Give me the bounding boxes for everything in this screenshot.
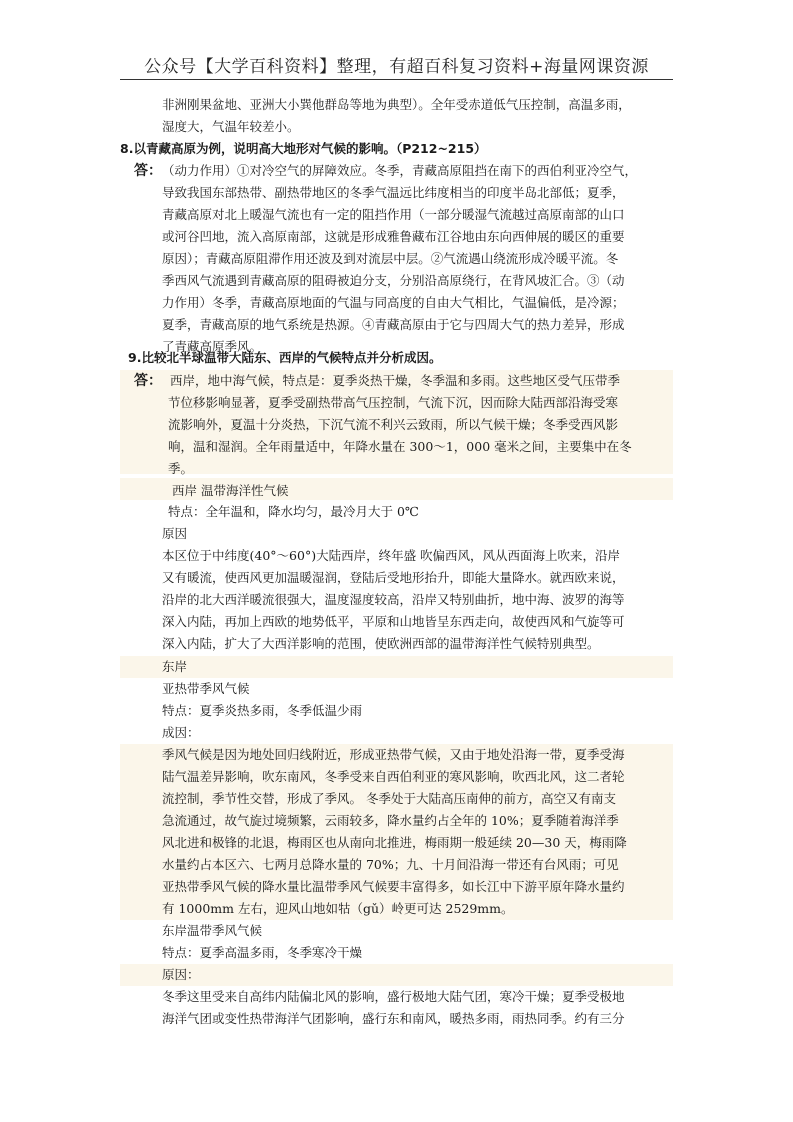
text-line: 非洲刚果盆地、亚洲大小巽他群岛等地为典型）。全年受赤道低气压控制，高温多雨， — [162, 97, 631, 112]
feature-line: 特点：夏季炎热多雨，冬季低温少雨 — [162, 703, 363, 718]
text-line: 了青藏高原季风。 — [162, 339, 263, 354]
text-line: 水量约占本区六、七两月总降水量的 70%；九、十月间沿海一带还有台风雨；可见 — [162, 857, 619, 872]
text-line: 或河谷凹地，流入高原南部，这就是形成雅鲁藏布江谷地由东向西伸展的暖区的重要 — [162, 229, 625, 244]
section-heading: 东岸温带季风气候 — [162, 923, 263, 938]
text-line: 夏季，青藏高原的地气系统是热源。④青藏高原由于它与四周大气的热力差异，形成 — [162, 317, 625, 332]
cause-label: 原因 — [162, 526, 188, 541]
text-line: 导致我国东部热带、副热带地区的冬季气温远比纬度相当的印度半岛北部低；夏季， — [162, 185, 625, 200]
section-label: 东岸 — [162, 659, 188, 674]
text-line: 原因）；青藏高原阻滞作用还波及到对流层中层。②气流遇山绕流形成冷暖平流。冬 — [162, 251, 619, 266]
text-line: 深入内陆，扩大了大西洋影响的范围，使欧洲西部的温带海洋性气候特别典型。 — [162, 636, 600, 651]
text-line: 季。 — [168, 461, 194, 476]
question-9-title: 9.比较北半球温带大陆东、西岸的气候特点并分析成因。 — [128, 350, 442, 365]
text-line: 力作用）冬季，青藏高原地面的气温与同高度的自由大气相比，气温偏低，是冷源； — [162, 295, 625, 310]
feature-line: 特点：夏季高温多雨，冬季寒冷干燥 — [162, 945, 363, 960]
text-line: 本区位于中纬度(40°～60°)大陆西岸，终年盛 吹偏西风，风从西面海上吹来，沿岸 — [162, 548, 621, 563]
text-line: 青藏高原对北上暖湿气流也有一定的阻挡作用（一部分暖湿气流越过高原南部的山口 — [162, 207, 625, 222]
text-line: 急流通过，故气旋过境频繁，云雨较多，降水量约占全年的 10%；夏季随着海洋季 — [162, 813, 619, 828]
text-line: 深入内陆，再加上西欧的地势低平，平原和山地皆呈东西走向，故使西风和气旋等可 — [162, 614, 625, 629]
text-line: 又有暖流，使西风更加温暖湿润，登陆后受地形抬升，即能大量降水。就西欧来说， — [162, 570, 625, 585]
question-8-title: 8.以青藏高原为例，说明高大地形对气候的影响。（P212~215） — [120, 141, 487, 156]
text-line: 陆气温差异影响，吹东南风，冬季受来自西伯利亚的寒风影响，吹西北风，这二者轮 — [162, 769, 625, 784]
section-heading: 西岸 温带海洋性气候 — [172, 483, 289, 498]
feature-line: 特点：全年温和，降水均匀，最冷月大于 0℃ — [168, 504, 419, 519]
text-line: 风北进和极锋的北退，梅雨区也从南向北推进，梅雨期一般延续 20—30 天，梅雨降 — [162, 835, 627, 850]
text-line: 冬季这里受来自高纬内陆偏北风的影响，盛行极地大陆气团，寒冷干燥；夏季受极地 — [162, 989, 625, 1004]
text-line: 沿岸的北大西洋暖流很强大，温度湿度较高，沿岸又特别曲折，地中海、波罗的海等 — [162, 592, 625, 607]
section-heading: 亚热带季风气候 — [162, 681, 250, 696]
cause-label: 原因： — [162, 967, 200, 982]
text-line: 亚热带季风气候的降水量比温带季风气候要丰富得多，如长江中下游平原年降水量约 — [162, 879, 625, 894]
answer-label: 答： — [134, 373, 162, 389]
text-line: （动力作用）①对冷空气的屏障效应。冬季，青藏高原阻挡在南下的西伯利亚冷空气， — [162, 163, 638, 178]
text-line: 流控制，季节性交替，形成了季风。 冬季处于大陆高压南伸的前方，高空又有南支 — [162, 791, 616, 806]
text-line: 西岸，地中海气候，特点是：夏季炎热干燥，冬季温和多雨。这些地区受气压带季 — [170, 373, 621, 388]
page-header: 公众号【大学百科资料】整理，有超百科复习资料+海量网课资源 — [144, 57, 649, 77]
cause-label: 成因： — [162, 725, 200, 740]
answer-shading — [120, 964, 673, 986]
answer-label: 答： — [134, 163, 162, 179]
text-line: 有 1000mm 左右，迎风山地如牯（gǔ）岭更可达 2529mm。 — [162, 901, 514, 916]
text-line: 节位移影响显著，夏季受副热带高气压控制，气流下沉，因而除大陆西部沿海受寒 — [168, 395, 619, 410]
text-line: 季风气候是因为地处回归线附近，形成亚热带气候，又由于地处沿海一带，夏季受海 — [162, 747, 625, 762]
text-line: 海洋气团或变性热带海洋气团影响，盛行东和南风，暖热多雨，雨热同季。约有三分 — [162, 1011, 625, 1026]
text-line: 季西风气流遇到青藏高原的阻碍被迫分支，分别沿高原绕行，在背风坡汇合。③（动 — [162, 273, 625, 288]
text-line: 响，温和湿润。全年雨量适中，年降水量在 300～1，000 毫米之间，主要集中在冬 — [168, 439, 632, 454]
text-line: 流影响外，夏温十分炎热，下沉气流不利兴云致雨，所以气候干燥；冬季受西风影 — [168, 417, 619, 432]
answer-shading — [120, 656, 673, 678]
header-divider — [120, 79, 673, 80]
text-line: 湿度大，气温年较差小。 — [162, 119, 300, 134]
